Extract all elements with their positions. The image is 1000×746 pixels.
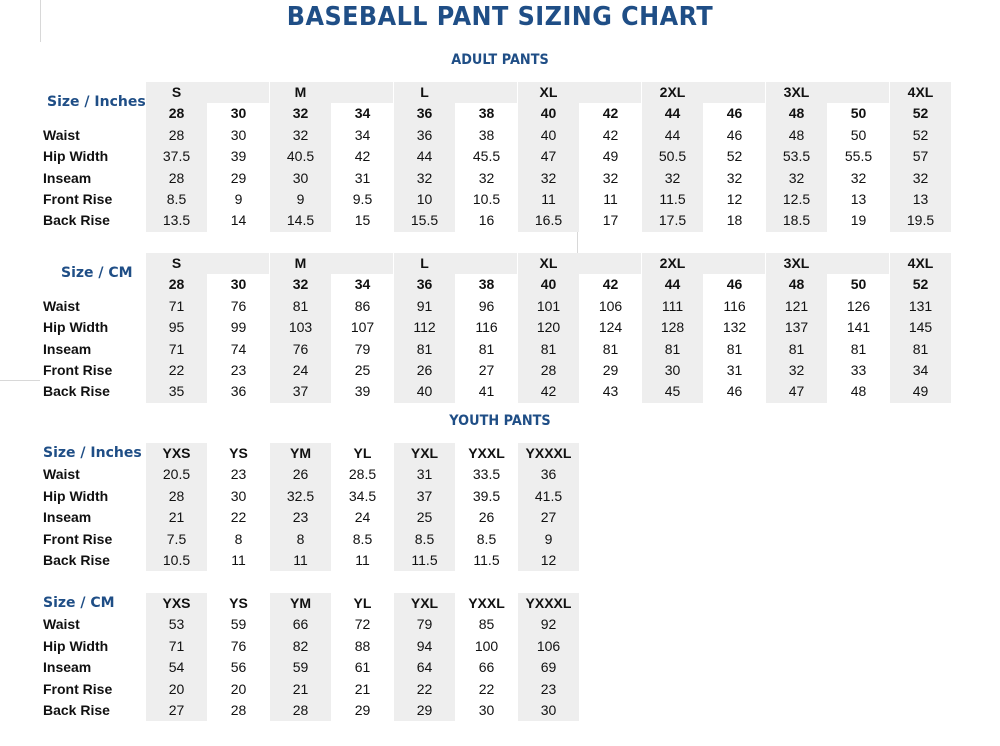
size-header: 36 <box>416 276 433 293</box>
divider <box>0 380 40 381</box>
table-cell: 37 <box>292 383 309 400</box>
table-cell: 69 <box>540 659 557 676</box>
table-cell: 71 <box>168 637 185 654</box>
table-cell: 26 <box>478 509 495 526</box>
table-cell: 40.5 <box>286 148 315 165</box>
table-cell: 45 <box>664 383 681 400</box>
table-cell: 52 <box>912 126 929 143</box>
size-header: YXS <box>162 445 191 461</box>
row-label: Back Rise <box>43 702 110 718</box>
table-cell: 32 <box>726 169 743 186</box>
table-cell: 13 <box>850 191 867 207</box>
table-cell: 100 <box>474 637 499 654</box>
table-cell: 11.5 <box>411 552 438 568</box>
size-header: 34 <box>354 105 371 122</box>
size-header: 48 <box>788 105 805 122</box>
table-cell: 32 <box>850 169 867 186</box>
row-label: Back Rise <box>43 552 110 568</box>
table-cell: 11 <box>231 552 246 568</box>
table-cell: 39.5 <box>472 487 501 504</box>
table-cell: 26 <box>416 362 433 378</box>
size-header: YXXL <box>468 595 505 611</box>
table-cell: 116 <box>475 319 498 336</box>
table-cell: 8.5 <box>414 530 435 547</box>
table-cell: 22 <box>168 362 185 378</box>
table-cell: 141 <box>846 319 871 336</box>
table-cell: 44 <box>664 126 681 143</box>
table-cell: 32 <box>912 169 929 186</box>
size-group-l: L <box>420 255 429 271</box>
size-header: 38 <box>478 276 495 293</box>
table-cell: 81 <box>478 340 495 357</box>
table-cell: 116 <box>723 297 746 314</box>
table-cell: 53 <box>168 616 185 633</box>
table-cell: 19.5 <box>906 212 935 229</box>
table-cell: 59 <box>292 659 309 676</box>
table-cell: 132 <box>722 319 747 336</box>
row-label: Inseam <box>43 659 92 676</box>
table-cell: 74 <box>230 340 247 357</box>
size-header: YXL <box>410 445 439 461</box>
size-header: 30 <box>230 105 247 122</box>
table-cell: 29 <box>602 362 619 378</box>
table-cell: 36 <box>540 466 557 483</box>
table-cell: 28 <box>292 702 309 718</box>
size-header: YM <box>290 445 311 461</box>
table-cell: 81 <box>664 340 681 357</box>
unit-label: Size / CM <box>43 595 115 611</box>
size-group-2xl: 2XL <box>659 84 686 100</box>
table-cell: 31 <box>726 362 743 378</box>
table-cell: 40 <box>416 383 433 400</box>
table-cell: 81 <box>912 340 929 357</box>
table-cell: 34 <box>354 126 371 143</box>
size-header: 44 <box>664 276 681 293</box>
table-cell: 76 <box>230 297 247 314</box>
table-cell: 14 <box>230 212 247 229</box>
table-cell: 30 <box>230 126 247 143</box>
size-header: YS <box>229 445 248 461</box>
size-group-3xl: 3XL <box>783 84 810 100</box>
table-cell: 37.5 <box>162 148 191 165</box>
table-cell: 96 <box>478 297 495 314</box>
row-label: Waist <box>43 297 80 314</box>
table-cell: 21 <box>168 509 185 526</box>
table-cell: 32 <box>664 169 681 186</box>
size-header: 42 <box>602 276 619 293</box>
table-cell: 128 <box>660 319 685 336</box>
table-cell: 81 <box>788 340 805 357</box>
table-cell: 49 <box>912 383 929 400</box>
row-label: Hip Width <box>43 148 109 165</box>
size-header: 52 <box>912 105 929 122</box>
table-cell: 11 <box>293 552 308 568</box>
table-cell: 44 <box>416 148 433 165</box>
table-cell: 12 <box>726 191 743 207</box>
table-cell: 88 <box>354 637 371 654</box>
table-cell: 34 <box>912 362 929 378</box>
table-cell: 64 <box>416 659 433 676</box>
size-header: YM <box>290 595 311 611</box>
unit-label: Size / Inches <box>47 94 146 110</box>
table-cell: 28 <box>168 487 185 504</box>
table-cell: 92 <box>540 616 557 633</box>
table-cell: 27 <box>478 362 495 378</box>
size-header: YXXXL <box>525 595 572 611</box>
table-cell: 21 <box>292 680 309 697</box>
table-cell: 106 <box>536 637 561 654</box>
row-label: Front Rise <box>43 530 113 547</box>
table-cell: 13.5 <box>162 212 191 229</box>
table-cell: 32 <box>478 169 495 186</box>
table-cell: 10 <box>416 191 433 207</box>
table-cell: 76 <box>292 340 309 357</box>
table-cell: 28 <box>168 126 185 143</box>
row-label: Hip Width <box>43 487 109 504</box>
size-group-xl: XL <box>539 84 558 100</box>
table-cell: 32 <box>416 169 433 186</box>
table-cell: 27 <box>168 702 185 718</box>
table-cell: 36 <box>416 126 433 143</box>
table-cell: 42 <box>540 383 557 400</box>
table-cell: 30 <box>664 362 681 378</box>
table-cell: 59 <box>230 616 247 633</box>
size-header: 34 <box>354 276 371 293</box>
table-cell: 47 <box>788 383 805 400</box>
table-cell: 23 <box>540 680 557 697</box>
table-cell: 14.5 <box>286 212 315 229</box>
size-header: 28 <box>168 105 185 122</box>
table-cell: 107 <box>350 319 375 336</box>
row-label: Hip Width <box>43 637 109 654</box>
table-cell: 42 <box>354 148 371 165</box>
table-cell: 81 <box>850 340 867 357</box>
table-cell: 72 <box>354 616 371 633</box>
table-cell: 8.5 <box>352 530 373 547</box>
table-cell: 120 <box>536 319 561 336</box>
table-cell: 52 <box>726 148 743 165</box>
size-header: 38 <box>478 105 495 122</box>
table-cell: 28 <box>230 702 247 718</box>
table-cell: 8 <box>234 530 243 547</box>
table-cell: 112 <box>413 319 436 336</box>
table-cell: 46 <box>726 126 743 143</box>
table-cell: 31 <box>416 466 433 483</box>
size-header: YXS <box>162 595 191 611</box>
table-cell: 106 <box>598 297 623 314</box>
size-header: 32 <box>292 105 309 122</box>
table-cell: 91 <box>416 297 433 314</box>
size-group-4xl: 4XL <box>907 84 934 100</box>
size-group-l: L <box>420 84 429 100</box>
table-cell: 30 <box>478 702 495 718</box>
size-header: YXXXL <box>525 445 572 461</box>
table-cell: 145 <box>908 319 933 336</box>
table-cell: 20 <box>230 680 247 697</box>
table-cell: 71 <box>168 297 185 314</box>
table-cell: 49 <box>602 148 619 165</box>
table-cell: 17.5 <box>658 212 687 229</box>
table-cell: 24 <box>292 362 309 378</box>
adult-section-title: ADULT PANTS <box>451 52 549 68</box>
table-cell: 124 <box>598 319 623 336</box>
table-cell: 32 <box>540 169 557 186</box>
table-cell: 94 <box>416 637 433 654</box>
table-cell: 137 <box>784 319 809 336</box>
size-header: 46 <box>726 105 743 122</box>
table-cell: 31 <box>354 169 371 186</box>
table-cell: 33 <box>850 362 867 378</box>
table-cell: 56 <box>230 659 247 676</box>
table-cell: 131 <box>908 297 933 314</box>
size-header: 40 <box>540 276 557 293</box>
table-cell: 28 <box>168 169 185 186</box>
table-cell: 9.5 <box>352 191 373 207</box>
table-cell: 25 <box>416 509 433 526</box>
table-cell: 7.5 <box>166 530 187 547</box>
table-cell: 20 <box>168 680 185 697</box>
size-header: YXL <box>410 595 439 611</box>
youth-section-title: YOUTH PANTS <box>449 413 551 429</box>
table-cell: 12 <box>540 552 557 568</box>
table-cell: 25 <box>354 362 371 378</box>
table-cell: 24 <box>354 509 371 526</box>
table-cell: 81 <box>540 340 557 357</box>
row-label: Inseam <box>43 509 92 526</box>
size-group-xl: XL <box>539 255 558 271</box>
divider <box>577 232 578 254</box>
table-cell: 50 <box>850 126 867 143</box>
table-cell: 81 <box>416 340 433 357</box>
table-cell: 21 <box>354 680 371 697</box>
table-cell: 17 <box>602 212 619 229</box>
row-label: Inseam <box>43 340 92 357</box>
table-cell: 10.5 <box>162 552 191 568</box>
table-cell: 18.5 <box>782 212 811 229</box>
size-header: YL <box>353 595 372 611</box>
divider <box>40 0 41 42</box>
table-cell: 43 <box>602 383 619 400</box>
table-cell: 12.5 <box>782 191 811 207</box>
table-cell: 47 <box>540 148 557 165</box>
table-cell: 18 <box>726 212 743 229</box>
row-label: Back Rise <box>43 383 110 400</box>
table-cell: 8.5 <box>166 191 187 207</box>
table-cell: 22 <box>230 509 247 526</box>
size-group-m: M <box>294 84 307 100</box>
table-cell: 8 <box>296 530 305 547</box>
size-header: 46 <box>726 276 743 293</box>
table-cell: 30 <box>292 169 309 186</box>
table-cell: 22 <box>416 680 433 697</box>
table-cell: 39 <box>354 383 371 400</box>
table-cell: 95 <box>168 319 185 336</box>
table-cell: 23 <box>292 509 309 526</box>
table-cell: 36 <box>230 383 247 400</box>
size-group-4xl: 4XL <box>907 255 934 271</box>
table-cell: 55.5 <box>844 148 873 165</box>
table-cell: 23 <box>230 466 247 483</box>
table-cell: 30 <box>230 487 247 504</box>
table-cell: 71 <box>168 340 185 357</box>
table-cell: 22 <box>478 680 495 697</box>
row-label: Front Rise <box>43 191 113 207</box>
size-header: 36 <box>416 105 433 122</box>
table-cell: 99 <box>230 319 247 336</box>
table-cell: 81 <box>602 340 619 357</box>
table-cell: 79 <box>354 340 371 357</box>
table-cell: 86 <box>354 297 371 314</box>
table-cell: 20.5 <box>162 466 191 483</box>
table-cell: 29 <box>354 702 371 718</box>
table-cell: 9 <box>234 191 243 207</box>
table-cell: 15.5 <box>410 212 439 229</box>
table-cell: 42 <box>602 126 619 143</box>
table-cell: 30 <box>540 702 557 718</box>
table-cell: 27 <box>540 509 557 526</box>
table-cell: 28.5 <box>348 466 377 483</box>
size-header: 48 <box>788 276 805 293</box>
page-title: BASEBALL PANT SIZING CHART <box>286 2 714 32</box>
table-cell: 26 <box>292 466 309 483</box>
unit-label: Size / Inches <box>43 445 142 461</box>
table-cell: 57 <box>912 148 929 165</box>
table-cell: 81 <box>292 297 309 314</box>
table-cell: 39 <box>230 148 247 165</box>
table-cell: 9 <box>296 191 305 207</box>
table-cell: 45.5 <box>472 148 501 165</box>
table-cell: 29 <box>230 169 247 186</box>
table-cell: 11 <box>603 191 618 207</box>
table-cell: 103 <box>288 319 313 336</box>
size-header: YXXL <box>468 445 505 461</box>
table-cell: 16 <box>478 212 495 229</box>
table-cell: 10.5 <box>472 191 501 207</box>
size-header: 40 <box>540 105 557 122</box>
table-cell: 111 <box>661 297 684 314</box>
table-cell: 9 <box>544 530 553 547</box>
table-cell: 28 <box>540 362 557 378</box>
table-cell: 101 <box>536 297 561 314</box>
row-label: Back Rise <box>43 212 110 229</box>
table-cell: 32 <box>788 362 805 378</box>
row-label: Waist <box>43 616 80 633</box>
table-cell: 23 <box>230 362 247 378</box>
row-label: Front Rise <box>43 362 113 378</box>
table-cell: 11.5 <box>659 191 686 207</box>
size-header: 52 <box>912 276 929 293</box>
table-cell: 19 <box>850 212 867 229</box>
table-cell: 38 <box>478 126 495 143</box>
row-label: Waist <box>43 126 80 143</box>
table-cell: 48 <box>850 383 867 400</box>
table-cell: 85 <box>478 616 495 633</box>
table-cell: 41.5 <box>534 487 563 504</box>
table-cell: 34.5 <box>348 487 377 504</box>
size-header: 44 <box>664 105 681 122</box>
table-cell: 33.5 <box>472 466 501 483</box>
table-cell: 15 <box>354 212 371 229</box>
table-cell: 13 <box>912 191 929 207</box>
table-cell: 53.5 <box>782 148 811 165</box>
table-cell: 16.5 <box>534 212 563 229</box>
table-cell: 81 <box>726 340 743 357</box>
size-header: YS <box>229 595 248 611</box>
table-cell: 79 <box>416 616 433 633</box>
table-cell: 35 <box>168 383 185 400</box>
table-cell: 48 <box>788 126 805 143</box>
table-cell: 8.5 <box>476 530 497 547</box>
size-header: 28 <box>168 276 185 293</box>
table-cell: 66 <box>292 616 309 633</box>
table-cell: 11.5 <box>473 552 500 568</box>
table-cell: 29 <box>416 702 433 718</box>
size-group-m: M <box>294 255 307 271</box>
size-group-s: S <box>171 255 182 271</box>
table-cell: 32 <box>602 169 619 186</box>
size-group-2xl: 2XL <box>659 255 686 271</box>
size-header: 50 <box>850 276 867 293</box>
table-cell: 126 <box>846 297 871 314</box>
table-cell: 82 <box>292 637 309 654</box>
table-cell: 50.5 <box>658 148 687 165</box>
table-cell: 32.5 <box>286 487 315 504</box>
row-label: Inseam <box>43 169 92 186</box>
size-group-3xl: 3XL <box>783 255 810 271</box>
size-header: 30 <box>230 276 247 293</box>
row-label: Waist <box>43 466 80 483</box>
table-cell: 54 <box>168 659 185 676</box>
size-header: 50 <box>850 105 867 122</box>
row-label: Front Rise <box>43 680 113 697</box>
table-cell: 121 <box>784 297 809 314</box>
table-cell: 66 <box>478 659 495 676</box>
table-cell: 40 <box>540 126 557 143</box>
size-header: 42 <box>602 105 619 122</box>
table-cell: 76 <box>230 637 247 654</box>
table-cell: 11 <box>541 191 556 207</box>
table-cell: 41 <box>478 383 495 400</box>
table-cell: 46 <box>726 383 743 400</box>
row-label: Hip Width <box>43 319 109 336</box>
table-cell: 11 <box>355 552 370 568</box>
size-header: 32 <box>292 276 309 293</box>
table-cell: 61 <box>354 659 371 676</box>
table-cell: 37 <box>416 487 433 504</box>
table-cell: 32 <box>788 169 805 186</box>
table-cell: 32 <box>292 126 309 143</box>
size-group-s: S <box>171 84 182 100</box>
unit-label: Size / CM <box>61 265 133 281</box>
size-header: YL <box>353 445 372 461</box>
